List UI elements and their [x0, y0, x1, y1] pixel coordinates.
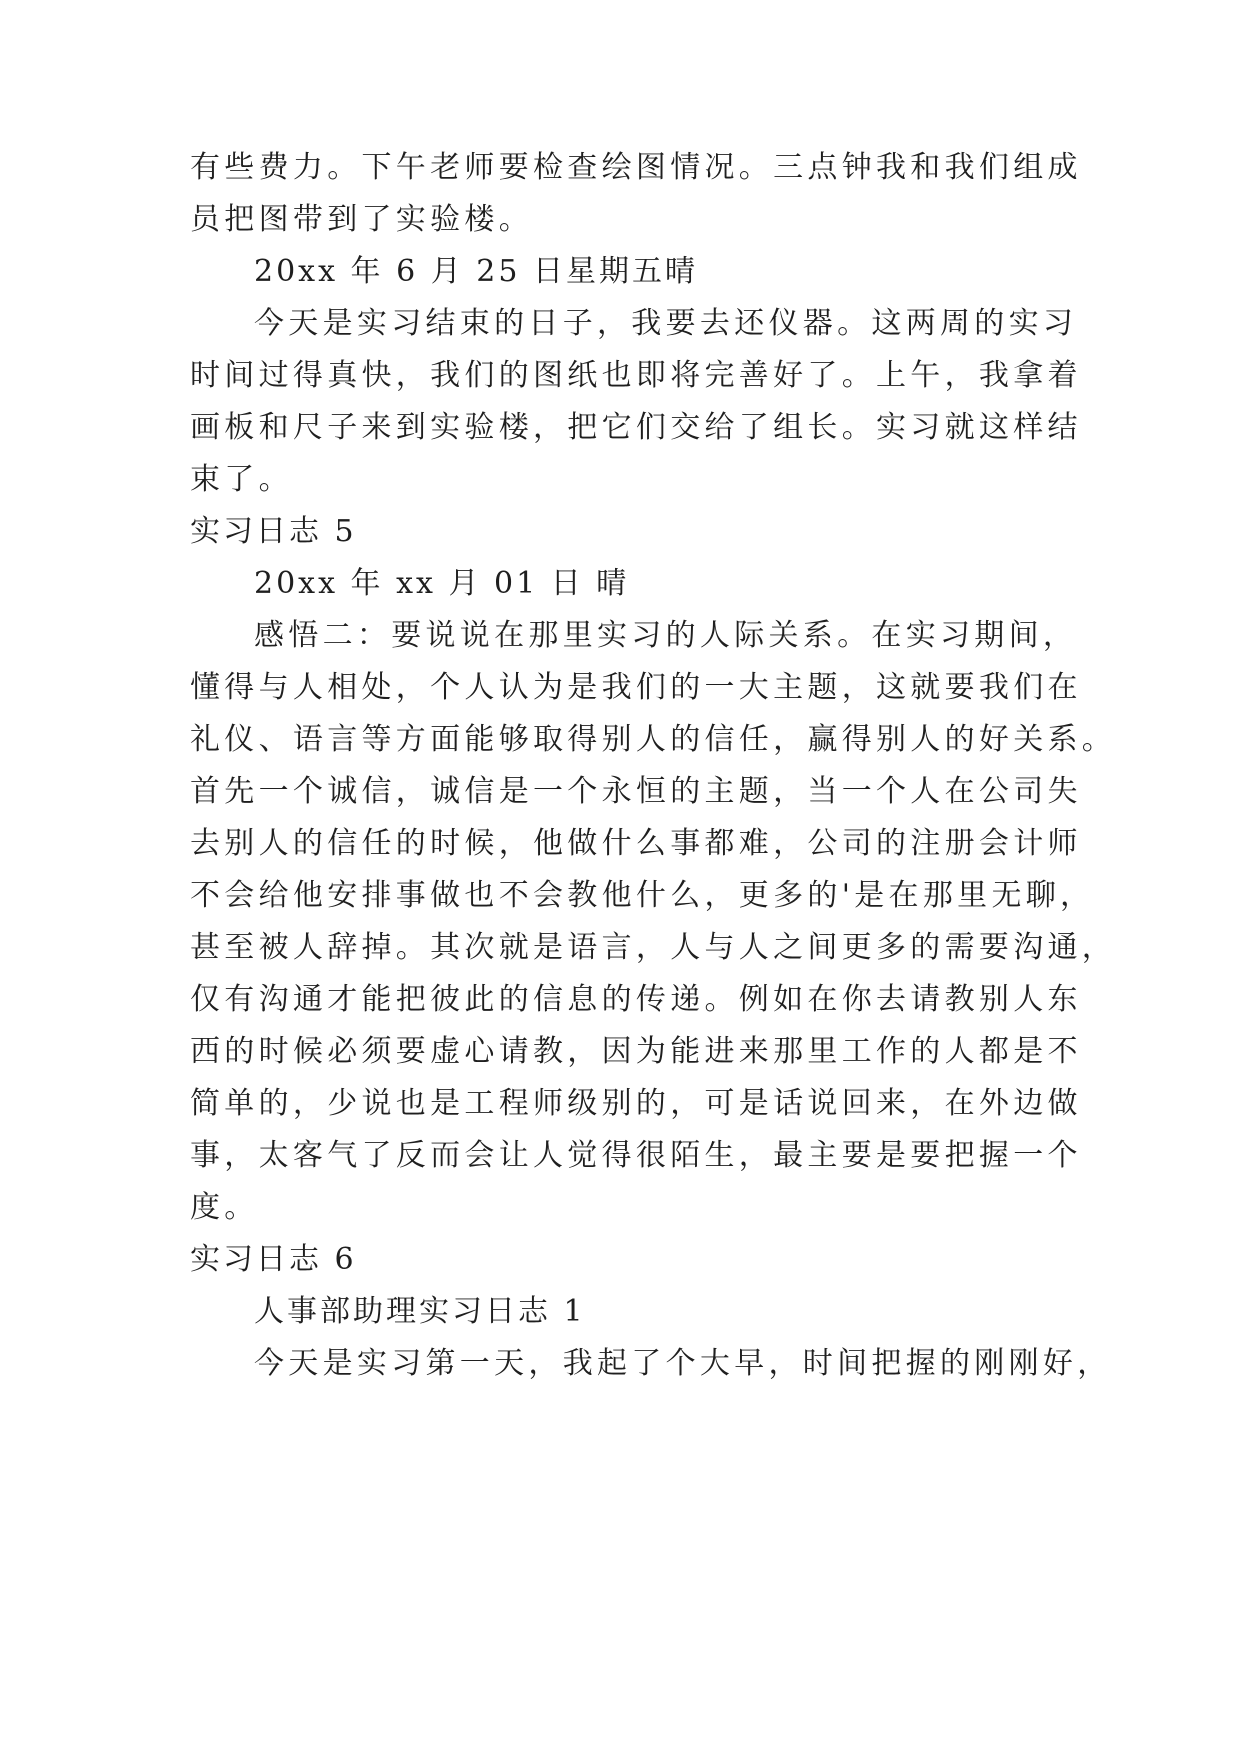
- paragraph-line: 画板和尺子来到实验楼，把它们交给了组长。实习就这样结: [190, 410, 1082, 445]
- section-heading: 实习日志 5: [190, 514, 357, 549]
- paragraph-line: 不会给他安排事做也不会教他什么，更多的'是在那里无聊，: [190, 878, 1095, 913]
- paragraph-line: 感悟二：要说说在那里实习的人际关系。在实习期间，: [254, 618, 1078, 653]
- paragraph-line: 首先一个诚信，诚信是一个永恒的主题，当一个人在公司失: [190, 774, 1082, 809]
- paragraph-line: 员把图带到了实验楼。: [190, 202, 533, 237]
- section-heading: 实习日志 6: [190, 1242, 357, 1277]
- paragraph-line: 束了。: [190, 462, 293, 497]
- diary-date: 20xx 年 xx 月 01 日 晴: [254, 566, 630, 601]
- paragraph-line: 时间过得真快，我们的图纸也即将完善好了。上午，我拿着: [190, 358, 1082, 393]
- paragraph-line: 西的时候必须要虚心请教，因为能进来那里工作的人都是不: [190, 1034, 1082, 1069]
- paragraph-line: 今天是实习第一天，我起了个大早，时间把握的刚刚好，: [254, 1346, 1112, 1381]
- paragraph-line: 有些费力。下午老师要检查绘图情况。三点钟我和我们组成: [190, 150, 1082, 185]
- paragraph-line: 礼仪、语言等方面能够取得别人的信任，赢得别人的好关系。: [190, 722, 1117, 757]
- diary-date: 20xx 年 6 月 25 日星期五晴: [254, 254, 698, 289]
- paragraph-line: 去别人的信任的时候，他做什么事都难，公司的注册会计师: [190, 826, 1082, 861]
- paragraph-line: 事，太客气了反而会让人觉得很陌生，最主要是要把握一个: [190, 1138, 1082, 1173]
- paragraph-line: 甚至被人辞掉。其次就是语言，人与人之间更多的需要沟通，: [190, 930, 1117, 965]
- subsection-heading: 人事部助理实习日志 1: [254, 1294, 586, 1329]
- paragraph-line: 懂得与人相处，个人认为是我们的一大主题，这就要我们在: [190, 670, 1082, 705]
- paragraph-line: 今天是实习结束的日子，我要去还仪器。这两周的实习: [254, 306, 1078, 341]
- paragraph-line: 仅有沟通才能把彼此的信息的传递。例如在你去请教别人东: [190, 982, 1082, 1017]
- paragraph-line: 简单的，少说也是工程师级别的，可是话说回来，在外边做: [190, 1086, 1082, 1121]
- paragraph-line: 度。: [190, 1190, 259, 1225]
